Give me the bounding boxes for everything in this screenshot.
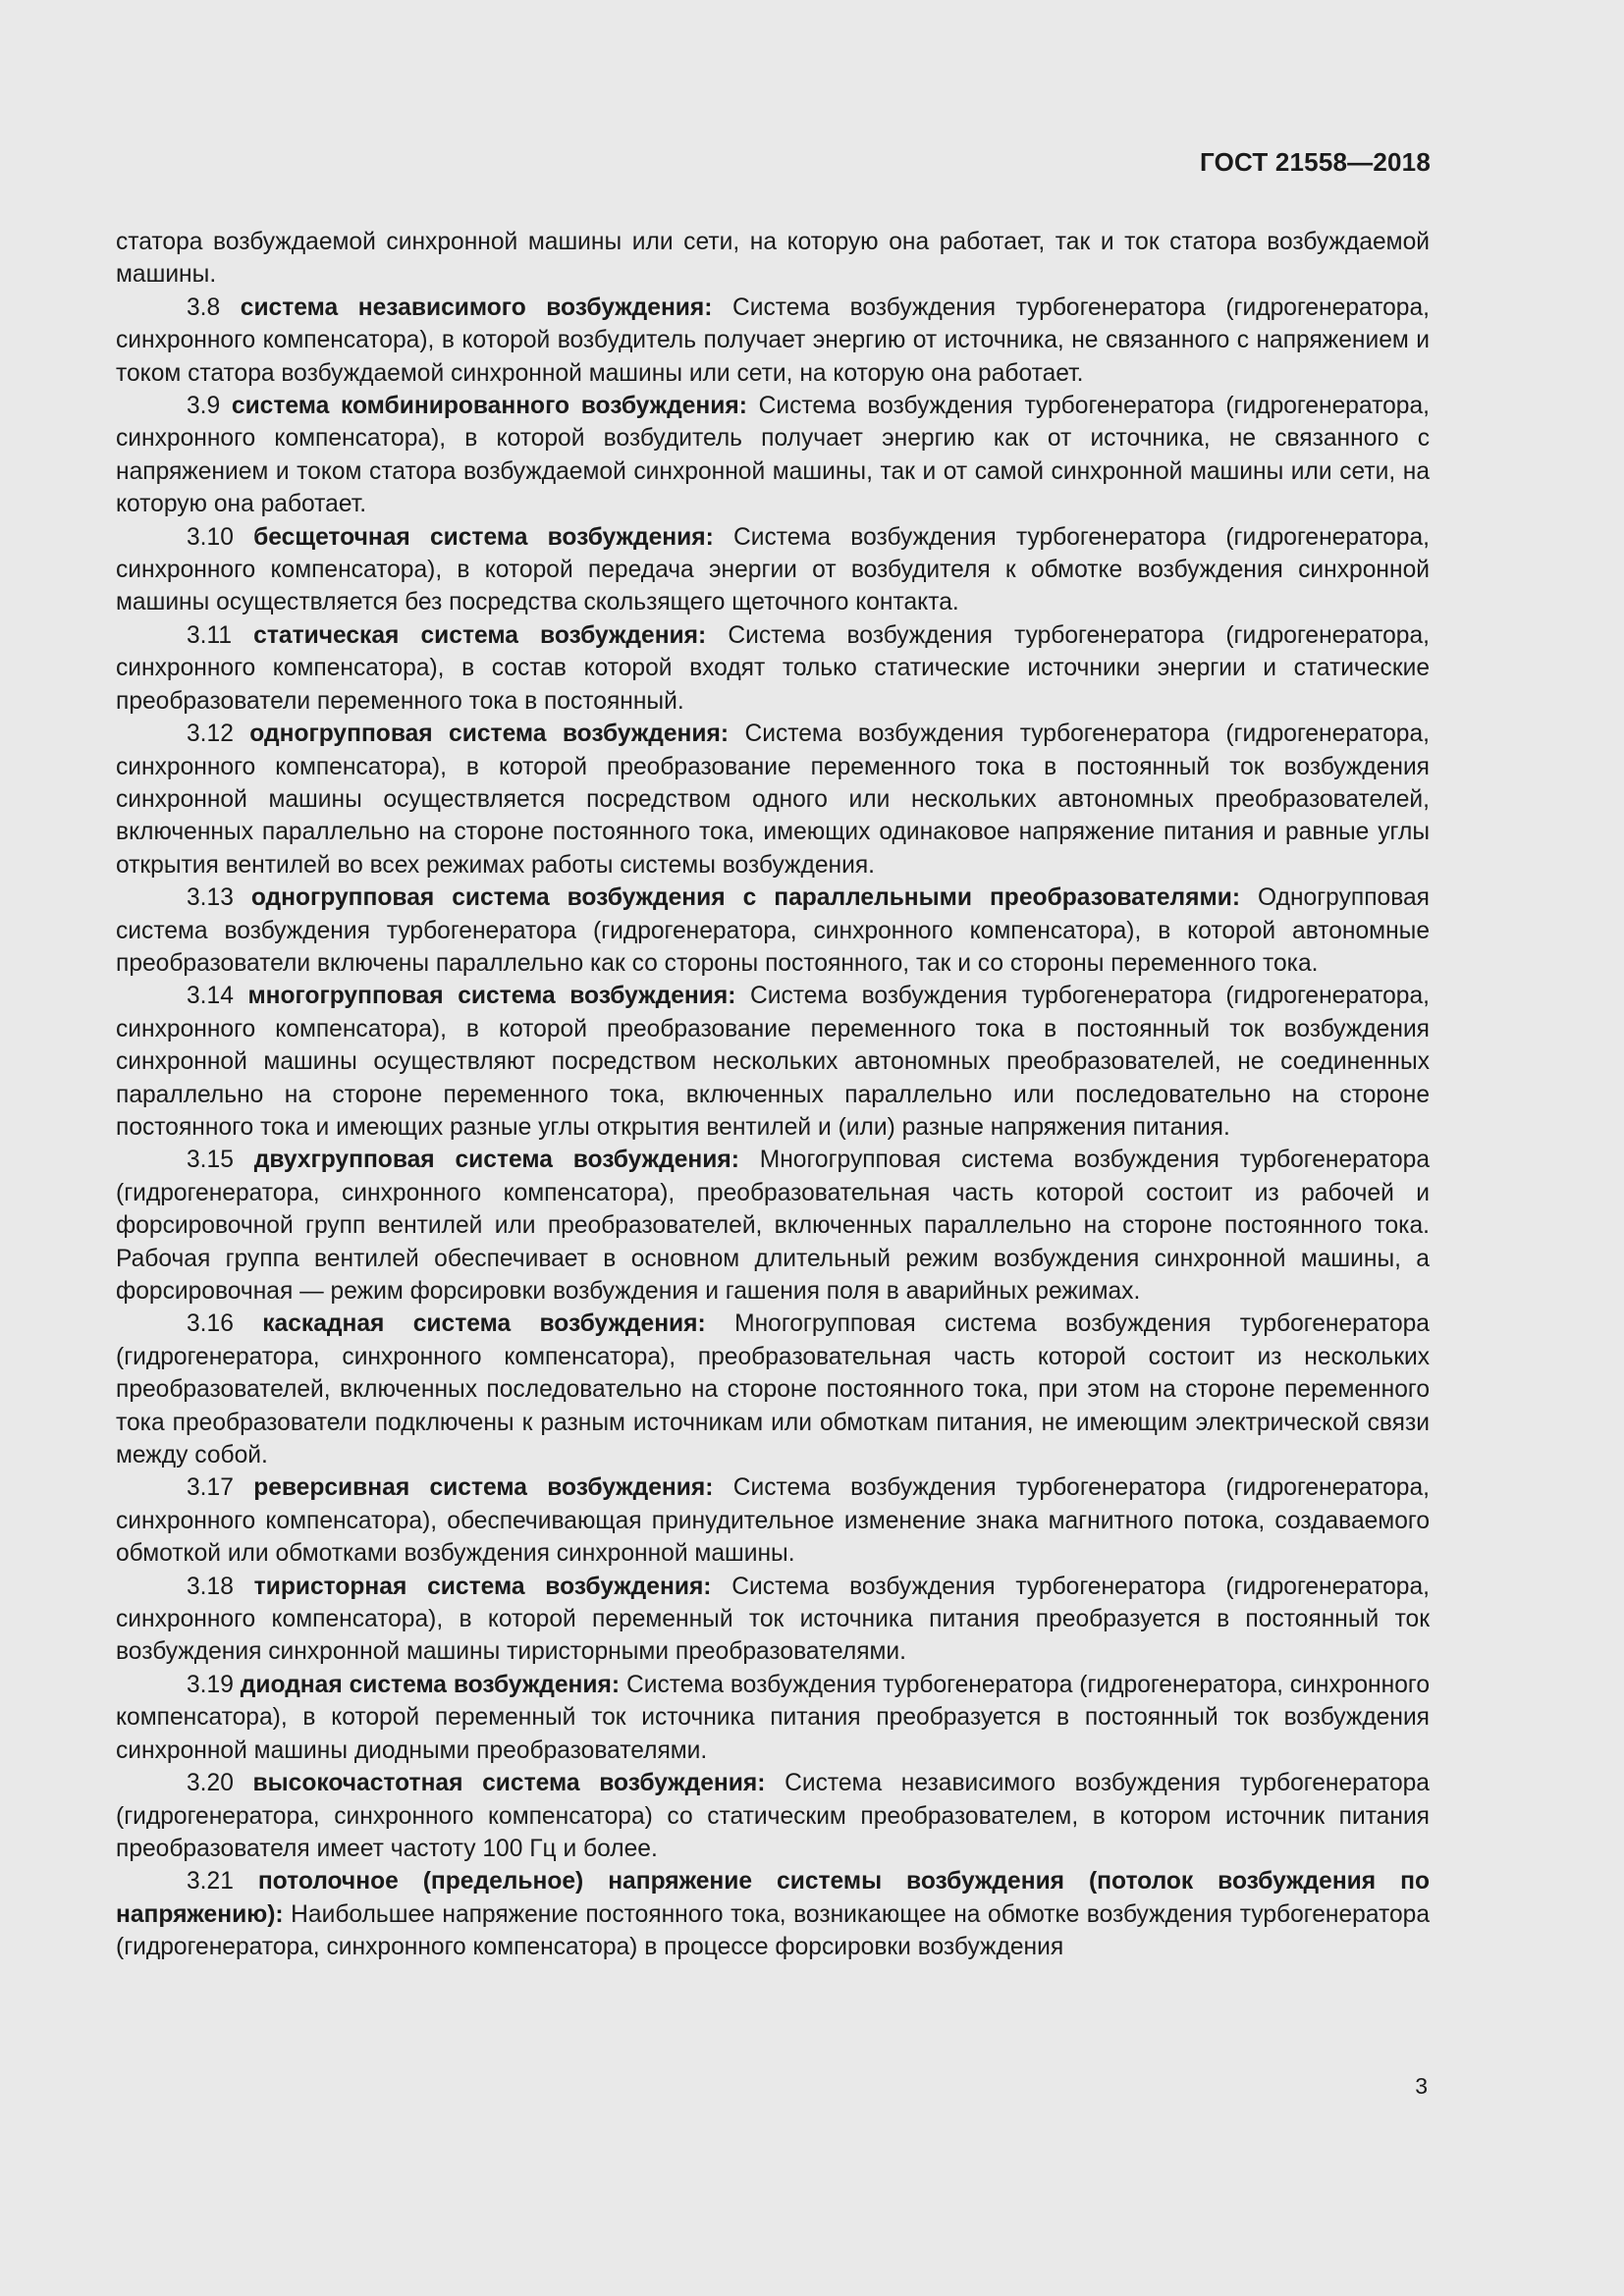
term-number: 3.10 <box>187 523 234 551</box>
term-3-18 <box>116 1571 1430 1669</box>
term-number: 3.12 <box>187 721 234 748</box>
term-3-15 <box>116 1144 1430 1308</box>
term-title: диодная система возбуждения: <box>240 1671 621 1698</box>
intro-paragraph: статора возбуждаемой синхронной машины или сети, на которую она работает, так и ток статора возбуждаемой машины. <box>116 229 1430 289</box>
term-title: статическая система возбуждения: <box>253 621 707 649</box>
term-3-21 <box>116 1865 1430 1963</box>
term-3-10 <box>116 521 1430 619</box>
document-body <box>116 226 1430 1964</box>
term-number: 3.21 <box>187 1868 234 1896</box>
term-3-12 <box>116 718 1430 881</box>
term-title: тиристорная система возбуждения: <box>253 1573 712 1600</box>
term-number: 3.16 <box>187 1310 234 1338</box>
term-3-20 <box>116 1767 1430 1865</box>
term-title: одногрупповая система возбуждения: <box>249 721 730 748</box>
term-3-8 <box>116 292 1430 390</box>
term-number: 3.15 <box>187 1147 234 1174</box>
term-number: 3.8 <box>187 294 221 321</box>
term-number: 3.13 <box>187 884 234 912</box>
term-title: многогрупповая система возбуждения: <box>247 983 736 1010</box>
term-3-14 <box>116 980 1430 1144</box>
term-number: 3.20 <box>187 1770 234 1797</box>
term-definition: Система возбуждения турбогенератора (гидрогенератора, синхронного компенсатора), обеспечивающая принудительное изменение знака магнитного потока, создаваемого обмоткой или обмотками возбуждения синхронной машины. <box>116 1474 1430 1568</box>
term-number: 3.9 <box>187 393 221 420</box>
term-title: система комбинированного возбуждения: <box>231 393 747 420</box>
term-definition: Многогрупповая система возбуждения турбогенератора (гидрогенератора, синхронного компенсатора), преобразовательная часть которой состоит из нескольких преобразователей, включенных последовательно на стороне постоянного тока, при этом на стороне переменного тока преобразователи подключены к разным источникам или обмоткам питания, не имеющим электрической связи между собой. <box>116 1310 1430 1469</box>
term-number: 3.19 <box>187 1671 234 1698</box>
term-definition: Система возбуждения турбогенератора (гидрогенератора, синхронного компенсатора), в которой возбудитель получает энергию как от источника, не связанного с напряжением и током статора возбуждаемой синхронной машины, так и от самой синхронной машины или сети, на которую она работает. <box>116 393 1430 518</box>
term-number: 3.14 <box>187 983 234 1010</box>
term-definition: Одногрупповая система возбуждения турбогенератора (гидрогенератора, синхронного компенсатора), в которой автономные преобразователи включены параллельно как со стороны постоянного, так и со стороны переменного тока. <box>116 884 1430 977</box>
term-3-19 <box>116 1669 1430 1767</box>
term-definition: Система возбуждения турбогенератора (гидрогенератора, синхронного компенсатора), в которой переменный ток источника питания преобразуется в постоянный ток возбуждения синхронной машины диодными преобразователями. <box>116 1671 1431 1764</box>
term-definition: Система независимого возбуждения турбогенератора (гидрогенератора, синхронного компенсатора) со статическим преобразователем, в котором источник питания преобразователя имеет частоту 100 Гц и более. <box>116 1770 1430 1862</box>
term-definition: Система возбуждения турбогенератора (гидрогенератора, синхронного компенсатора), в которой возбудитель получает энергию от источника, не связанного с напряжением и током статора возбуждаемой синхронной машины или сети, на которую она работает. <box>116 294 1430 387</box>
term-3-9 <box>116 390 1430 521</box>
term-definition: Система возбуждения турбогенератора (гидрогенератора, синхронного компенсатора), в которой переменный ток источника питания преобразуется в постоянный ток возбуждения синхронной машины тиристорными преобразователями. <box>116 1573 1430 1666</box>
term-title: одногрупповая система возбуждения с параллельными преобразователями: <box>250 884 1241 912</box>
term-title: бесщеточная система возбуждения: <box>253 523 714 551</box>
page-number: 3 <box>1415 2073 1428 2099</box>
term-3-17 <box>116 1471 1430 1570</box>
term-definition: Система возбуждения турбогенератора (гидрогенератора, синхронного компенсатора), в которой преобразование переменного тока в постоянный ток возбуждения синхронной машины осуществляется посредством одного или нескольких автономных преобразователей, включенных параллельно на стороне постоянного тока, имеющих одинаковое напряжение питания и равные углы открытия вентилей во всех режимах работы системы возбуждения. <box>116 721 1430 879</box>
term-title: система независимого возбуждения: <box>240 294 713 321</box>
term-definition: Многогрупповая система возбуждения турбогенератора (гидрогенератора, синхронного компенсатора), преобразовательная часть которой состоит из рабочей и форсировочной групп вентилей или преобразователей, включенных параллельно на стороне постоянного тока. Рабочая группа вентилей обеспечивает в основном длительный режим возбуждения синхронной машины, а форсировочная — режим форсировки возбуждения и гашения поля в аварийных режимах. <box>116 1147 1430 1305</box>
term-number: 3.18 <box>187 1573 234 1600</box>
document-code-header: ГОСТ 21558—2018 <box>1200 147 1431 177</box>
term-definition: Система возбуждения турбогенератора (гидрогенератора, синхронного компенсатора), в которой преобразование переменного тока в постоянный ток возбуждения синхронной машины осуществляют посредством нескольких автономных преобразователей, не соединенных параллельно на стороне переменного тока, включенных параллельно или последовательно на стороне постоянного тока и имеющих разные углы открытия вентилей и (или) разные напряжения питания. <box>116 983 1430 1141</box>
term-title: двухгрупповая система возбуждения: <box>253 1147 739 1174</box>
term-number: 3.11 <box>187 621 233 649</box>
term-definition: Система возбуждения турбогенератора (гидрогенератора, синхронного компенсатора), в которой передача энергии от возбудителя к обмотке возбуждения синхронной машины осуществляется без посредства скользящего щеточного контакта. <box>116 523 1430 616</box>
term-3-16 <box>116 1308 1430 1471</box>
term-3-11 <box>116 619 1430 718</box>
term-title: реверсивная система возбуждения: <box>253 1474 714 1502</box>
term-definition: Система возбуждения турбогенератора (гидрогенератора, синхронного компенсатора), в состав которой входят только статические источники энергии и статические преобразователи переменного тока в постоянный. <box>116 621 1430 715</box>
term-3-13 <box>116 881 1430 980</box>
term-title: высокочастотная система возбуждения: <box>252 1770 766 1797</box>
term-number: 3.17 <box>187 1474 234 1502</box>
term-title: каскадная система возбуждения: <box>262 1310 706 1338</box>
term-definition: Наибольшее напряжение постоянного тока, возникающее на обмотке возбуждения турбогенератора (гидрогенератора, синхронного компенсатора) в процессе форсировки возбуждения <box>116 1900 1430 1961</box>
term-title: потолочное (предельное) напряжение системы возбуждения (потолок возбуждения по напряжению): <box>116 1868 1430 1928</box>
